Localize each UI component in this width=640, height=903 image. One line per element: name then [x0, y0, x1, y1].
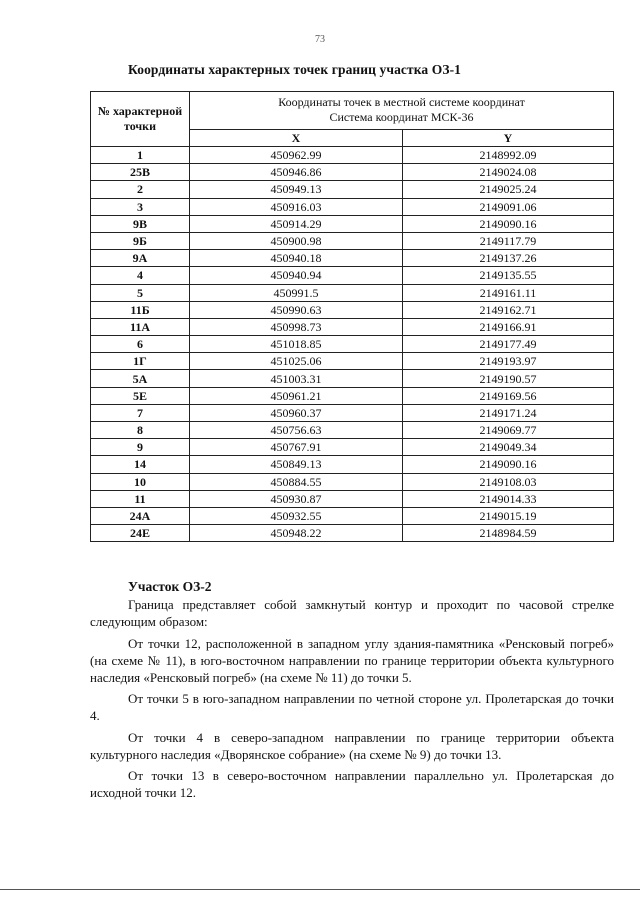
y-cell: 2149171.24 [403, 404, 614, 421]
y-cell: 2149137.26 [403, 250, 614, 267]
paragraph-1: Граница представляет собой замкнутый контур и проходит по часовой стрелке следующим образом: [90, 597, 614, 630]
point-cell: 24Е [91, 525, 190, 542]
point-cell: 1 [91, 147, 190, 164]
x-cell: 450948.22 [190, 525, 403, 542]
header-point-number: № характерной точки [91, 92, 190, 147]
table-row [91, 147, 614, 164]
paragraph-5: От точки 13 в северо-восточном направлении параллельно ул. Пролетарская до исходной точки 12. [90, 768, 614, 801]
y-cell: 2149090.16 [403, 456, 614, 473]
table-row [91, 353, 614, 370]
y-cell: 2149135.55 [403, 267, 614, 284]
point-cell: 24А [91, 507, 190, 524]
point-cell: 5Е [91, 387, 190, 404]
table-row [91, 198, 614, 215]
table-row [91, 387, 614, 404]
y-cell: 2149024.08 [403, 164, 614, 181]
table-title: Координаты характерных точек границ участка ОЗ-1 [128, 62, 462, 77]
y-cell: 2148984.59 [403, 525, 614, 542]
y-cell: 2149162.71 [403, 301, 614, 318]
point-cell: 9А [91, 250, 190, 267]
x-cell: 450940.94 [190, 267, 403, 284]
point-cell: 14 [91, 456, 190, 473]
point-cell: 9Б [91, 232, 190, 249]
x-cell: 450900.98 [190, 232, 403, 249]
x-cell: 450962.99 [190, 147, 403, 164]
y-cell: 2149091.06 [403, 198, 614, 215]
y-cell: 2149015.19 [403, 507, 614, 524]
x-cell: 450946.86 [190, 164, 403, 181]
table-row [91, 181, 614, 198]
header-coordinates [190, 92, 614, 130]
table-row [91, 490, 614, 507]
y-cell: 2149025.24 [403, 181, 614, 198]
x-cell: 450991.5 [190, 284, 403, 301]
x-cell: 450932.55 [190, 507, 403, 524]
x-cell: 450949.13 [190, 181, 403, 198]
x-cell: 450914.29 [190, 215, 403, 232]
header-x: X [190, 129, 403, 146]
point-cell: 8 [91, 422, 190, 439]
table-row [91, 456, 614, 473]
table-row [91, 301, 614, 318]
table-row [91, 284, 614, 301]
point-cell: 2 [91, 181, 190, 198]
x-cell: 451003.31 [190, 370, 403, 387]
coordinates-table-body [91, 147, 614, 542]
y-cell: 2149177.49 [403, 336, 614, 353]
table-row [91, 370, 614, 387]
point-cell: 9В [91, 215, 190, 232]
table-row [91, 473, 614, 490]
table-row [91, 422, 614, 439]
y-cell: 2149014.33 [403, 490, 614, 507]
table-row [91, 250, 614, 267]
point-cell: 6 [91, 336, 190, 353]
y-cell: 2149069.77 [403, 422, 614, 439]
point-cell: 7 [91, 404, 190, 421]
x-cell: 450961.21 [190, 387, 403, 404]
x-cell: 450916.03 [190, 198, 403, 215]
point-cell: 25В [91, 164, 190, 181]
x-cell: 450849.13 [190, 456, 403, 473]
point-cell: 11А [91, 318, 190, 335]
table-row [91, 232, 614, 249]
point-cell: 1Г [91, 353, 190, 370]
paragraph-3: От точки 5 в юго-западном направлении по четной стороне ул. Пролетарская до точки 4. [90, 691, 614, 724]
point-cell: 4 [91, 267, 190, 284]
x-cell: 451025.06 [190, 353, 403, 370]
header-coordinate-system: Система координат МСК-36 [329, 110, 474, 125]
x-cell: 450998.73 [190, 318, 403, 335]
y-cell: 2149169.56 [403, 387, 614, 404]
y-cell: 2149193.97 [403, 353, 614, 370]
table-row [91, 525, 614, 542]
table-row [91, 404, 614, 421]
y-cell: 2149049.34 [403, 439, 614, 456]
paragraph-4: От точки 4 в северо-западном направлении по границе территории объекта культурного наследия «Дворянское собрание» (на схеме № 9) до точки 13. [90, 729, 614, 762]
y-cell: 2149190.57 [403, 370, 614, 387]
y-cell: 2148992.09 [403, 147, 614, 164]
x-cell: 450930.87 [190, 490, 403, 507]
table-row [91, 336, 614, 353]
table-row [91, 507, 614, 524]
point-cell: 5 [91, 284, 190, 301]
section-oz2 [90, 578, 614, 805]
y-cell: 2149166.91 [403, 318, 614, 335]
x-cell: 450940.18 [190, 250, 403, 267]
coordinates-table [90, 91, 614, 542]
table-row [91, 215, 614, 232]
header-coordinates-title: Координаты точек в местной системе координат [278, 95, 525, 110]
point-cell: 10 [91, 473, 190, 490]
point-cell: 5А [91, 370, 190, 387]
y-cell: 2149161.11 [403, 284, 614, 301]
table-row [91, 439, 614, 456]
bottom-divider [0, 889, 640, 890]
header-y: Y [403, 129, 614, 146]
table-row [91, 267, 614, 284]
page-number: 73 [315, 34, 325, 45]
table-row [91, 164, 614, 181]
point-cell: 9 [91, 439, 190, 456]
x-cell: 450767.91 [190, 439, 403, 456]
x-cell: 450884.55 [190, 473, 403, 490]
x-cell: 450756.63 [190, 422, 403, 439]
y-cell: 2149117.79 [403, 232, 614, 249]
y-cell: 2149090.16 [403, 215, 614, 232]
point-cell: 11Б [91, 301, 190, 318]
point-cell: 3 [91, 198, 190, 215]
paragraph-2: От точки 12, расположенной в западном углу здания-памятника «Ренсковый погреб» (на схеме № 11), в юго-восточном направлении по границе территории объекта культурного наследия «Ренсковый погреб» (на схеме № 11) до точки 5. [90, 635, 614, 686]
y-cell: 2149108.03 [403, 473, 614, 490]
x-cell: 450960.37 [190, 404, 403, 421]
table-row [91, 318, 614, 335]
x-cell: 450990.63 [190, 301, 403, 318]
point-cell: 11 [91, 490, 190, 507]
section-title: Участок ОЗ-2 [128, 579, 212, 594]
x-cell: 451018.85 [190, 336, 403, 353]
